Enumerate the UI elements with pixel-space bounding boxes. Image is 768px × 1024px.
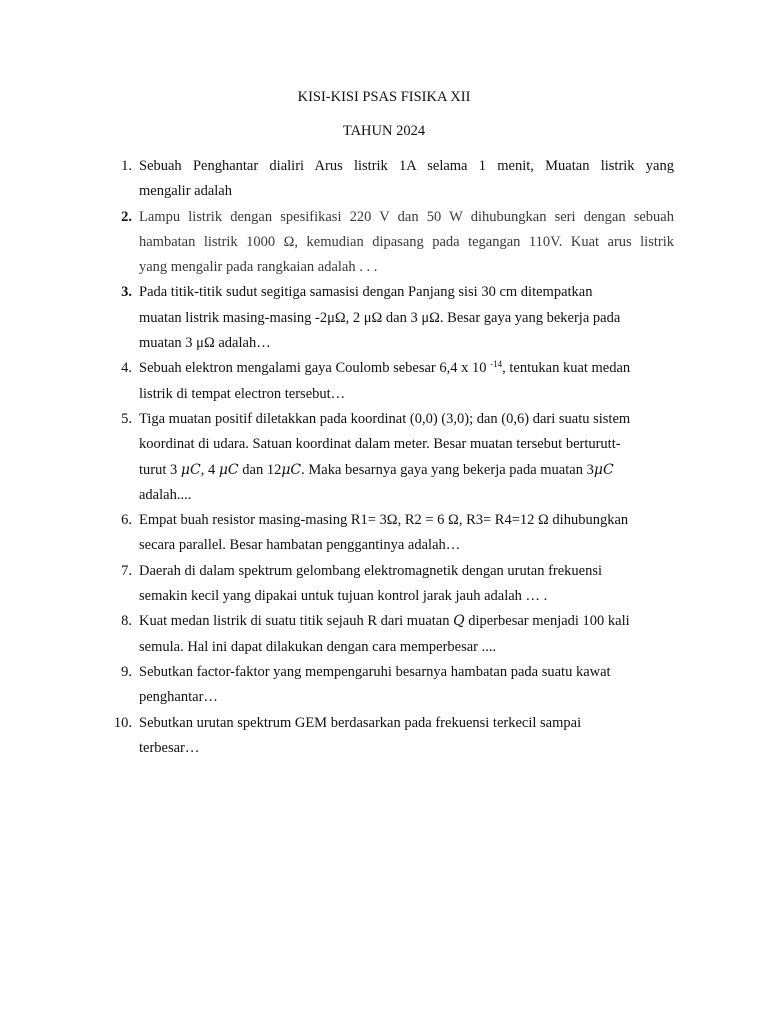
question-list — [0, 154, 768, 761]
question-text — [139, 609, 674, 660]
question-line — [139, 356, 674, 381]
question-line: semakin kecil yang dipakai untuk tujuan kontrol jarak jauh adalah … . — [139, 588, 548, 605]
question-item-5 — [0, 407, 768, 508]
question-number: 9. — [121, 663, 132, 680]
question-line: Pada titik-titik sudut segitiga samasisi dengan Panjang sisi 30 cm ditempatkan — [139, 284, 593, 301]
question-line: Lampu listrik dengan spesifikasi 220 V dan 50 W dihubungkan seri dengan sebuah — [139, 208, 674, 225]
question-text-part: diperbesar menjadi 100 kali — [464, 613, 630, 630]
question-line: muatan listrik masing-masing -2μΩ, 2 μΩ dan 3 μΩ. Besar gaya yang bekerja pada — [139, 309, 621, 326]
question-number: 7. — [121, 562, 132, 579]
question-line — [139, 458, 674, 483]
question-text — [139, 407, 674, 508]
question-number: 5. — [121, 410, 132, 427]
question-line: hambatan listrik 1000 Ω, kemudian dipasang pada tegangan 110V. Kuat arus listrik — [139, 233, 674, 250]
question-line: listrik di tempat electron tersebut… — [139, 385, 346, 402]
question-line: Empat buah resistor masing-masing R1= 3Ω, R2 = 6 Ω, R3= R4=12 Ω dihubungkan — [139, 512, 629, 529]
question-text — [139, 280, 674, 356]
question-number: 1. — [121, 158, 132, 174]
question-item-2 — [0, 205, 768, 281]
document-title: KISI-KISI PSAS FISIKA XII — [297, 89, 471, 105]
question-number: 3. — [121, 284, 132, 301]
question-item-8 — [0, 609, 768, 660]
question-number: 8. — [121, 613, 132, 630]
question-text-part: Kuat medan listrik di suatu titik sejauh R dari muatan — [139, 613, 454, 630]
question-line: Tiga muatan positif diletakkan pada koordinat (0,0) (3,0); dan (0,6) dari suatu sistem — [139, 410, 631, 427]
question-text-part: turut 3 — [139, 461, 181, 478]
question-line: adalah.... — [139, 486, 192, 503]
question-text — [139, 154, 674, 205]
question-line: semula. Hal ini dapat dilakukan dengan cara memperbesar .... — [139, 638, 497, 655]
math-symbol: μC — [281, 461, 302, 478]
question-text — [139, 508, 674, 559]
question-text — [139, 356, 674, 407]
question-item-7 — [0, 559, 768, 610]
question-number: 4. — [121, 360, 132, 377]
question-text-part: . Maka besarnya gaya yang bekerja pada muatan 3 — [301, 461, 594, 478]
question-line: Daerah di dalam spektrum gelombang elektromagnetik dengan urutan frekuensi — [139, 562, 603, 579]
question-number: 2. — [121, 208, 132, 225]
math-symbol: μC — [180, 461, 201, 478]
question-item-9 — [0, 660, 768, 711]
question-line — [139, 609, 674, 634]
document-year — [0, 122, 768, 140]
exponent: -14 — [490, 359, 503, 370]
question-item-4 — [0, 356, 768, 407]
question-number: 10. — [113, 714, 132, 731]
question-line: Sebutkan factor-faktor yang mempengaruhi besarnya hambatan pada suatu kawat — [139, 663, 611, 680]
question-text-part: dan 12 — [238, 461, 282, 478]
question-line: Sebutkan urutan spektrum GEM berdasarkan pada frekuensi terkecil sampai — [139, 714, 582, 731]
question-line: terbesar… — [139, 739, 200, 756]
math-symbol: Q — [453, 613, 465, 630]
question-line: koordinat di udara. Satuan koordinat dalam meter. Besar muatan tersebut berturutt- — [139, 436, 621, 453]
question-line: secara parallel. Besar hambatan penggantinya adalah… — [139, 537, 461, 554]
question-line: penghantar… — [139, 689, 218, 706]
question-number: 6. — [121, 512, 132, 529]
question-text-part: , 4 — [200, 461, 219, 478]
question-text — [139, 711, 674, 762]
document-year-text: TAHUN 2024 — [342, 123, 426, 139]
question-text — [139, 660, 674, 711]
math-symbol: μC — [218, 461, 239, 478]
question-line: mengalir adalah — [139, 183, 232, 200]
question-text-part: Sebuah elektron mengalami gaya Coulomb sebesar 6,4 x 10 — [139, 360, 491, 377]
question-item-10 — [0, 711, 768, 762]
question-text-part: , tentukan kuat medan — [502, 360, 631, 377]
math-symbol: μC — [593, 461, 614, 478]
question-line: yang mengalir pada rangkaian adalah . . . — [139, 259, 378, 276]
question-item-3 — [0, 280, 768, 356]
question-text — [139, 559, 674, 610]
question-item-1 — [0, 154, 768, 205]
question-line: Sebuah Penghantar dialiri Arus listrik 1A selama 1 menit, Muatan listrik yang — [139, 158, 674, 174]
question-line: muatan 3 μΩ adalah… — [139, 335, 271, 352]
question-text — [139, 205, 674, 281]
question-item-6 — [0, 508, 768, 559]
